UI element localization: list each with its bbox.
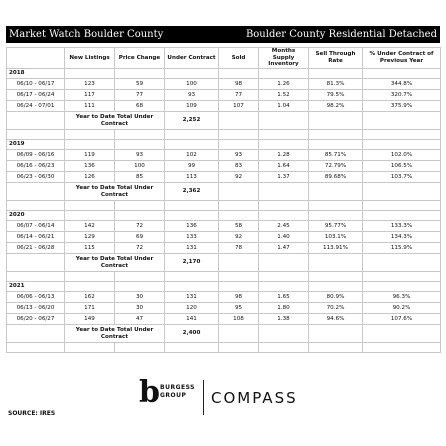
year-row [7,282,441,292]
table-cell: 136 [165,221,219,232]
column-header [7,48,65,69]
period-cell: 06/14 - 06/21 [7,232,65,243]
total-label: Year to Date Total Under Contract [65,254,165,272]
total-value: 2,252 [165,112,219,130]
empty-cell [363,282,441,292]
column-header: % Under Contract of Previous Year [363,48,441,69]
empty-cell [309,254,363,272]
empty-cell [65,272,115,282]
empty-cell [309,325,363,343]
empty-cell [309,343,363,353]
burgess-logo-line2: GROUP [160,392,187,399]
table-cell: 90.2% [363,303,441,314]
table-cell: 89.68% [309,172,363,183]
total-value: 2,362 [165,183,219,201]
table-cell: 102.0% [363,150,441,161]
table-row [7,303,441,314]
table-cell: 1.40 [259,232,309,243]
table-cell: 134.3% [363,232,441,243]
table-cell: 113.91% [309,243,363,254]
empty-cell [363,69,441,79]
table-cell: 96.3% [363,292,441,303]
compass-logo: COMPASS [211,389,298,407]
table-row [7,150,441,161]
period-cell: 06/24 - 07/01 [7,101,65,112]
table-cell: 141 [165,314,219,325]
empty-cell [259,201,309,211]
table-cell: 80.9% [309,292,363,303]
empty-cell [7,343,65,353]
period-cell: 06/13 - 06/20 [7,303,65,314]
empty-cell [309,211,363,221]
empty-cell [219,69,259,79]
table-cell: 129 [65,232,115,243]
empty-cell [219,325,259,343]
empty-cell [165,211,219,221]
empty-cell [259,254,309,272]
year-label: 2020 [7,211,65,221]
table-cell: 98.2% [309,101,363,112]
table-row [7,232,441,243]
period-cell: 06/21 - 06/28 [7,243,65,254]
table-cell: 95 [219,303,259,314]
table-cell: 108 [219,314,259,325]
period-cell: 06/23 - 06/30 [7,172,65,183]
empty-cell [219,343,259,353]
empty-cell [309,130,363,140]
table-cell: 1.37 [259,172,309,183]
table-row [7,79,441,90]
table-cell: 92 [219,172,259,183]
year-row [7,140,441,150]
period-cell: 06/16 - 06/23 [7,161,65,172]
year-row [7,69,441,79]
table-row [7,221,441,232]
table-cell: 1.52 [259,90,309,101]
column-header: Price Change [115,48,165,69]
empty-cell [363,211,441,221]
table-cell: 115 [65,243,115,254]
empty-cell [219,112,259,130]
total-row [7,254,441,272]
table-cell: 136 [65,161,115,172]
empty-cell [259,183,309,201]
table-cell: 106.5% [363,161,441,172]
spacer-row [7,343,441,353]
table-cell: 95.77% [309,221,363,232]
table-cell: 30 [115,303,165,314]
table-cell: 93 [165,90,219,101]
empty-cell [259,130,309,140]
empty-cell [115,282,165,292]
empty-cell [219,130,259,140]
table-cell: 320.7% [363,90,441,101]
table-cell: 149 [65,314,115,325]
year-label: 2019 [7,140,65,150]
table-cell: 72 [115,243,165,254]
empty-cell [65,201,115,211]
column-header: Under Contract [165,48,219,69]
market-table [6,47,441,353]
empty-cell [259,211,309,221]
empty-cell [115,130,165,140]
empty-cell [65,343,115,353]
table-cell: 81.3% [309,79,363,90]
table-row [7,314,441,325]
table-cell: 68 [115,101,165,112]
total-value: 2,170 [165,254,219,272]
table-cell: 93 [219,150,259,161]
empty-cell [363,112,441,130]
burgess-group-logo-mark: b [139,375,160,410]
year-label: 2018 [7,69,65,79]
table-row [7,90,441,101]
table-cell: 109 [165,101,219,112]
empty-cell [65,69,115,79]
empty-cell [219,201,259,211]
period-cell: 06/10 - 06/17 [7,79,65,90]
table-cell: 133 [165,232,219,243]
table-cell: 98 [219,292,259,303]
table-cell: 47 [115,314,165,325]
table-cell: 375.9% [363,101,441,112]
empty-cell [259,343,309,353]
empty-cell [7,272,65,282]
table-cell: 103.1% [309,232,363,243]
table-cell: 58 [219,221,259,232]
empty-cell [7,112,65,130]
table-cell: 162 [65,292,115,303]
table-row [7,101,441,112]
title-banner [6,26,440,43]
table-cell: 92 [219,232,259,243]
logo-divider [203,380,204,415]
period-cell: 06/20 - 06/27 [7,314,65,325]
table-cell: 94.6% [309,314,363,325]
empty-cell [7,254,65,272]
empty-cell [363,343,441,353]
table-cell: 142 [65,221,115,232]
column-header: Sell Through Rate [309,48,363,69]
empty-cell [7,325,65,343]
empty-cell [219,183,259,201]
empty-cell [165,343,219,353]
table-row [7,243,441,254]
table-cell: 30 [115,292,165,303]
banner-left-title: Market Watch Boulder County [9,29,164,40]
burgess-logo-line1: BURGESS [160,384,195,391]
column-header: Months Supply Inventory [259,48,309,69]
total-row [7,325,441,343]
empty-cell [309,272,363,282]
empty-cell [7,201,65,211]
table-cell: 1.65 [259,292,309,303]
empty-cell [259,140,309,150]
year-label: 2021 [7,282,65,292]
empty-cell [165,69,219,79]
table-cell: 126 [65,172,115,183]
table-cell: 100 [165,79,219,90]
table-cell: 102 [165,150,219,161]
empty-cell [219,282,259,292]
empty-cell [115,69,165,79]
empty-cell [115,140,165,150]
total-value: 2,400 [165,325,219,343]
empty-cell [363,325,441,343]
table-cell: 117 [65,90,115,101]
table-cell: 120 [165,303,219,314]
empty-cell [65,130,115,140]
table-cell: 69 [115,232,165,243]
table-row [7,161,441,172]
empty-cell [165,272,219,282]
period-cell: 06/07 - 06/14 [7,221,65,232]
table-cell: 1.28 [259,150,309,161]
spacer-row [7,272,441,282]
table-cell: 100 [115,161,165,172]
banner-right-title: Boulder County Residential Detached [245,29,437,40]
empty-cell [259,69,309,79]
table-header-row [7,48,441,69]
empty-cell [219,272,259,282]
table-row [7,172,441,183]
table-cell: 2.45 [259,221,309,232]
table-cell: 103.7% [363,172,441,183]
empty-cell [309,112,363,130]
table-cell: 171 [65,303,115,314]
table-cell: 59 [115,79,165,90]
empty-cell [259,272,309,282]
period-cell: 06/06 - 06/13 [7,292,65,303]
table-cell: 70.2% [309,303,363,314]
burgess-group-logo-text [160,384,195,400]
empty-cell [65,140,115,150]
table-cell: 107.6% [363,314,441,325]
table-cell: 131 [165,292,219,303]
total-label: Year to Date Total Under Contract [65,183,165,201]
empty-cell [165,130,219,140]
empty-cell [363,183,441,201]
empty-cell [259,282,309,292]
empty-cell [115,272,165,282]
table-cell: 1.04 [259,101,309,112]
column-header: New Listings [65,48,115,69]
table-cell: 83 [219,161,259,172]
empty-cell [7,183,65,201]
table-cell: 99 [165,161,219,172]
table-cell: 72.79% [309,161,363,172]
table-cell: 93 [115,150,165,161]
empty-cell [259,325,309,343]
source-note: SOURCE: IRES [8,410,56,417]
table-cell: 344.8% [363,79,441,90]
table-cell: 98 [219,79,259,90]
table-cell: 1.47 [259,243,309,254]
table-cell: 107 [219,101,259,112]
empty-cell [219,254,259,272]
empty-cell [363,254,441,272]
empty-cell [165,282,219,292]
total-label: Year to Date Total Under Contract [65,325,165,343]
empty-cell [363,201,441,211]
table-cell: 1.26 [259,79,309,90]
empty-cell [115,343,165,353]
table-cell: 77 [115,90,165,101]
empty-cell [309,282,363,292]
empty-cell [309,183,363,201]
empty-cell [363,140,441,150]
table-body [7,69,441,353]
empty-cell [65,282,115,292]
empty-cell [115,201,165,211]
column-header: Sold [219,48,259,69]
total-row [7,112,441,130]
table-cell: 1.80 [259,303,309,314]
total-row [7,183,441,201]
table-cell: 77 [219,90,259,101]
empty-cell [219,140,259,150]
empty-cell [363,130,441,140]
table-cell: 123 [65,79,115,90]
table-cell: 72 [115,221,165,232]
table-cell: 111 [65,101,115,112]
empty-cell [309,69,363,79]
empty-cell [309,140,363,150]
empty-cell [259,112,309,130]
empty-cell [219,211,259,221]
table-cell: 115.9% [363,243,441,254]
table-cell: 78 [219,243,259,254]
table-cell: 1.38 [259,314,309,325]
empty-cell [65,211,115,221]
table-cell: 79.5% [309,90,363,101]
empty-cell [363,272,441,282]
spacer-row [7,130,441,140]
total-label: Year to Date Total Under Contract [65,112,165,130]
empty-cell [309,201,363,211]
empty-cell [165,201,219,211]
period-cell: 06/09 - 06/16 [7,150,65,161]
year-row [7,211,441,221]
table-cell: 85 [115,172,165,183]
table-cell: 133.3% [363,221,441,232]
period-cell: 06/17 - 06/24 [7,90,65,101]
table-cell: 1.64 [259,161,309,172]
table-cell: 131 [165,243,219,254]
empty-cell [115,211,165,221]
table-cell: 113 [165,172,219,183]
table-cell: 85.71% [309,150,363,161]
table-row [7,292,441,303]
table-cell: 119 [65,150,115,161]
empty-cell [165,140,219,150]
spacer-row [7,201,441,211]
empty-cell [7,130,65,140]
